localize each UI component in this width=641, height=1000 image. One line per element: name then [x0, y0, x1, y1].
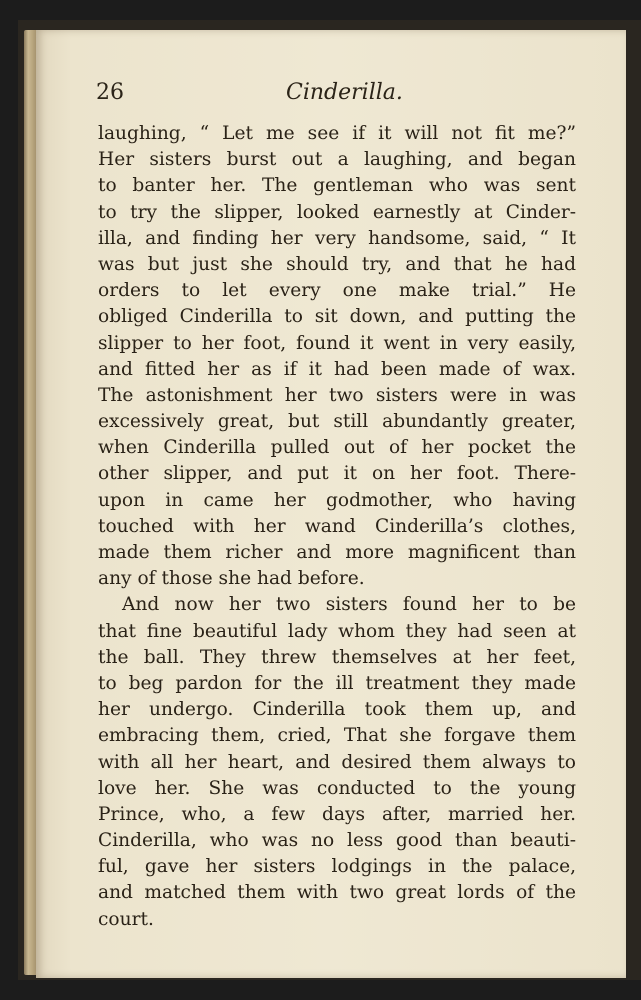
text-line: other slipper, and put it on her foot. There-: [98, 463, 576, 485]
running-title: Cinderilla.: [286, 80, 403, 105]
text-line: excessively great, but still abundantly greater,: [98, 411, 576, 433]
text-line: Her sisters burst out a laughing, and began: [98, 149, 576, 171]
text-line: when Cinderilla pulled out of her pocket the: [98, 437, 576, 459]
text-line: The astonishment her two sisters were in was: [98, 384, 576, 406]
text-line: ful, gave her sisters lodgings in the palace,: [98, 856, 576, 878]
text-line: And now her two sisters found her to be: [122, 594, 576, 616]
text-line: upon in came her godmother, who having: [98, 489, 576, 511]
text-line: any of those she had before.: [98, 568, 365, 590]
text-line: was but just she should try, and that he had: [98, 253, 576, 275]
text-line: embracing them, cried, That she forgave them: [98, 725, 576, 747]
text-line: obliged Cinderilla to sit down, and putting the: [98, 306, 576, 328]
text-line: to banter her. The gentleman who was sent: [98, 175, 576, 197]
page-header: [96, 80, 566, 114]
text-line: touched with her wand Cinderilla’s clothes,: [98, 515, 576, 537]
text-line: to beg pardon for the ill treatment they made: [98, 672, 576, 694]
text-line: and fitted her as if it had been made of wax.: [98, 358, 576, 380]
text-line: slipper to her foot, found it went in very easily,: [98, 332, 576, 354]
text-line: court.: [98, 908, 154, 930]
text-line: with all her heart, and desired them always to: [98, 751, 576, 773]
text-line: orders to let every one make trial.” He: [98, 280, 576, 302]
text-line: her undergo. Cinderilla took them up, and: [98, 699, 576, 721]
text-line: love her. She was conducted to the young: [98, 777, 576, 799]
text-line: Prince, who, a few days after, married her.: [98, 803, 576, 825]
page-number: 26: [96, 80, 124, 105]
body-text: [98, 121, 576, 933]
text-line: made them richer and more magnificent than: [98, 542, 576, 563]
text-line: illa, and finding her very handsome, said, “ It: [98, 227, 576, 249]
text-line: laughing, “ Let me see if it will not fit me?”: [98, 123, 576, 144]
text-line: Cinderilla, who was no less good than beauti-: [98, 830, 576, 852]
text-line: and matched them with two great lords of the: [98, 882, 576, 904]
text-line: the ball. They threw themselves at her feet,: [98, 646, 576, 668]
text-line: that fine beautiful lady whom they had seen at: [98, 620, 576, 642]
text-line: to try the slipper, looked earnestly at Cinder-: [98, 201, 576, 223]
